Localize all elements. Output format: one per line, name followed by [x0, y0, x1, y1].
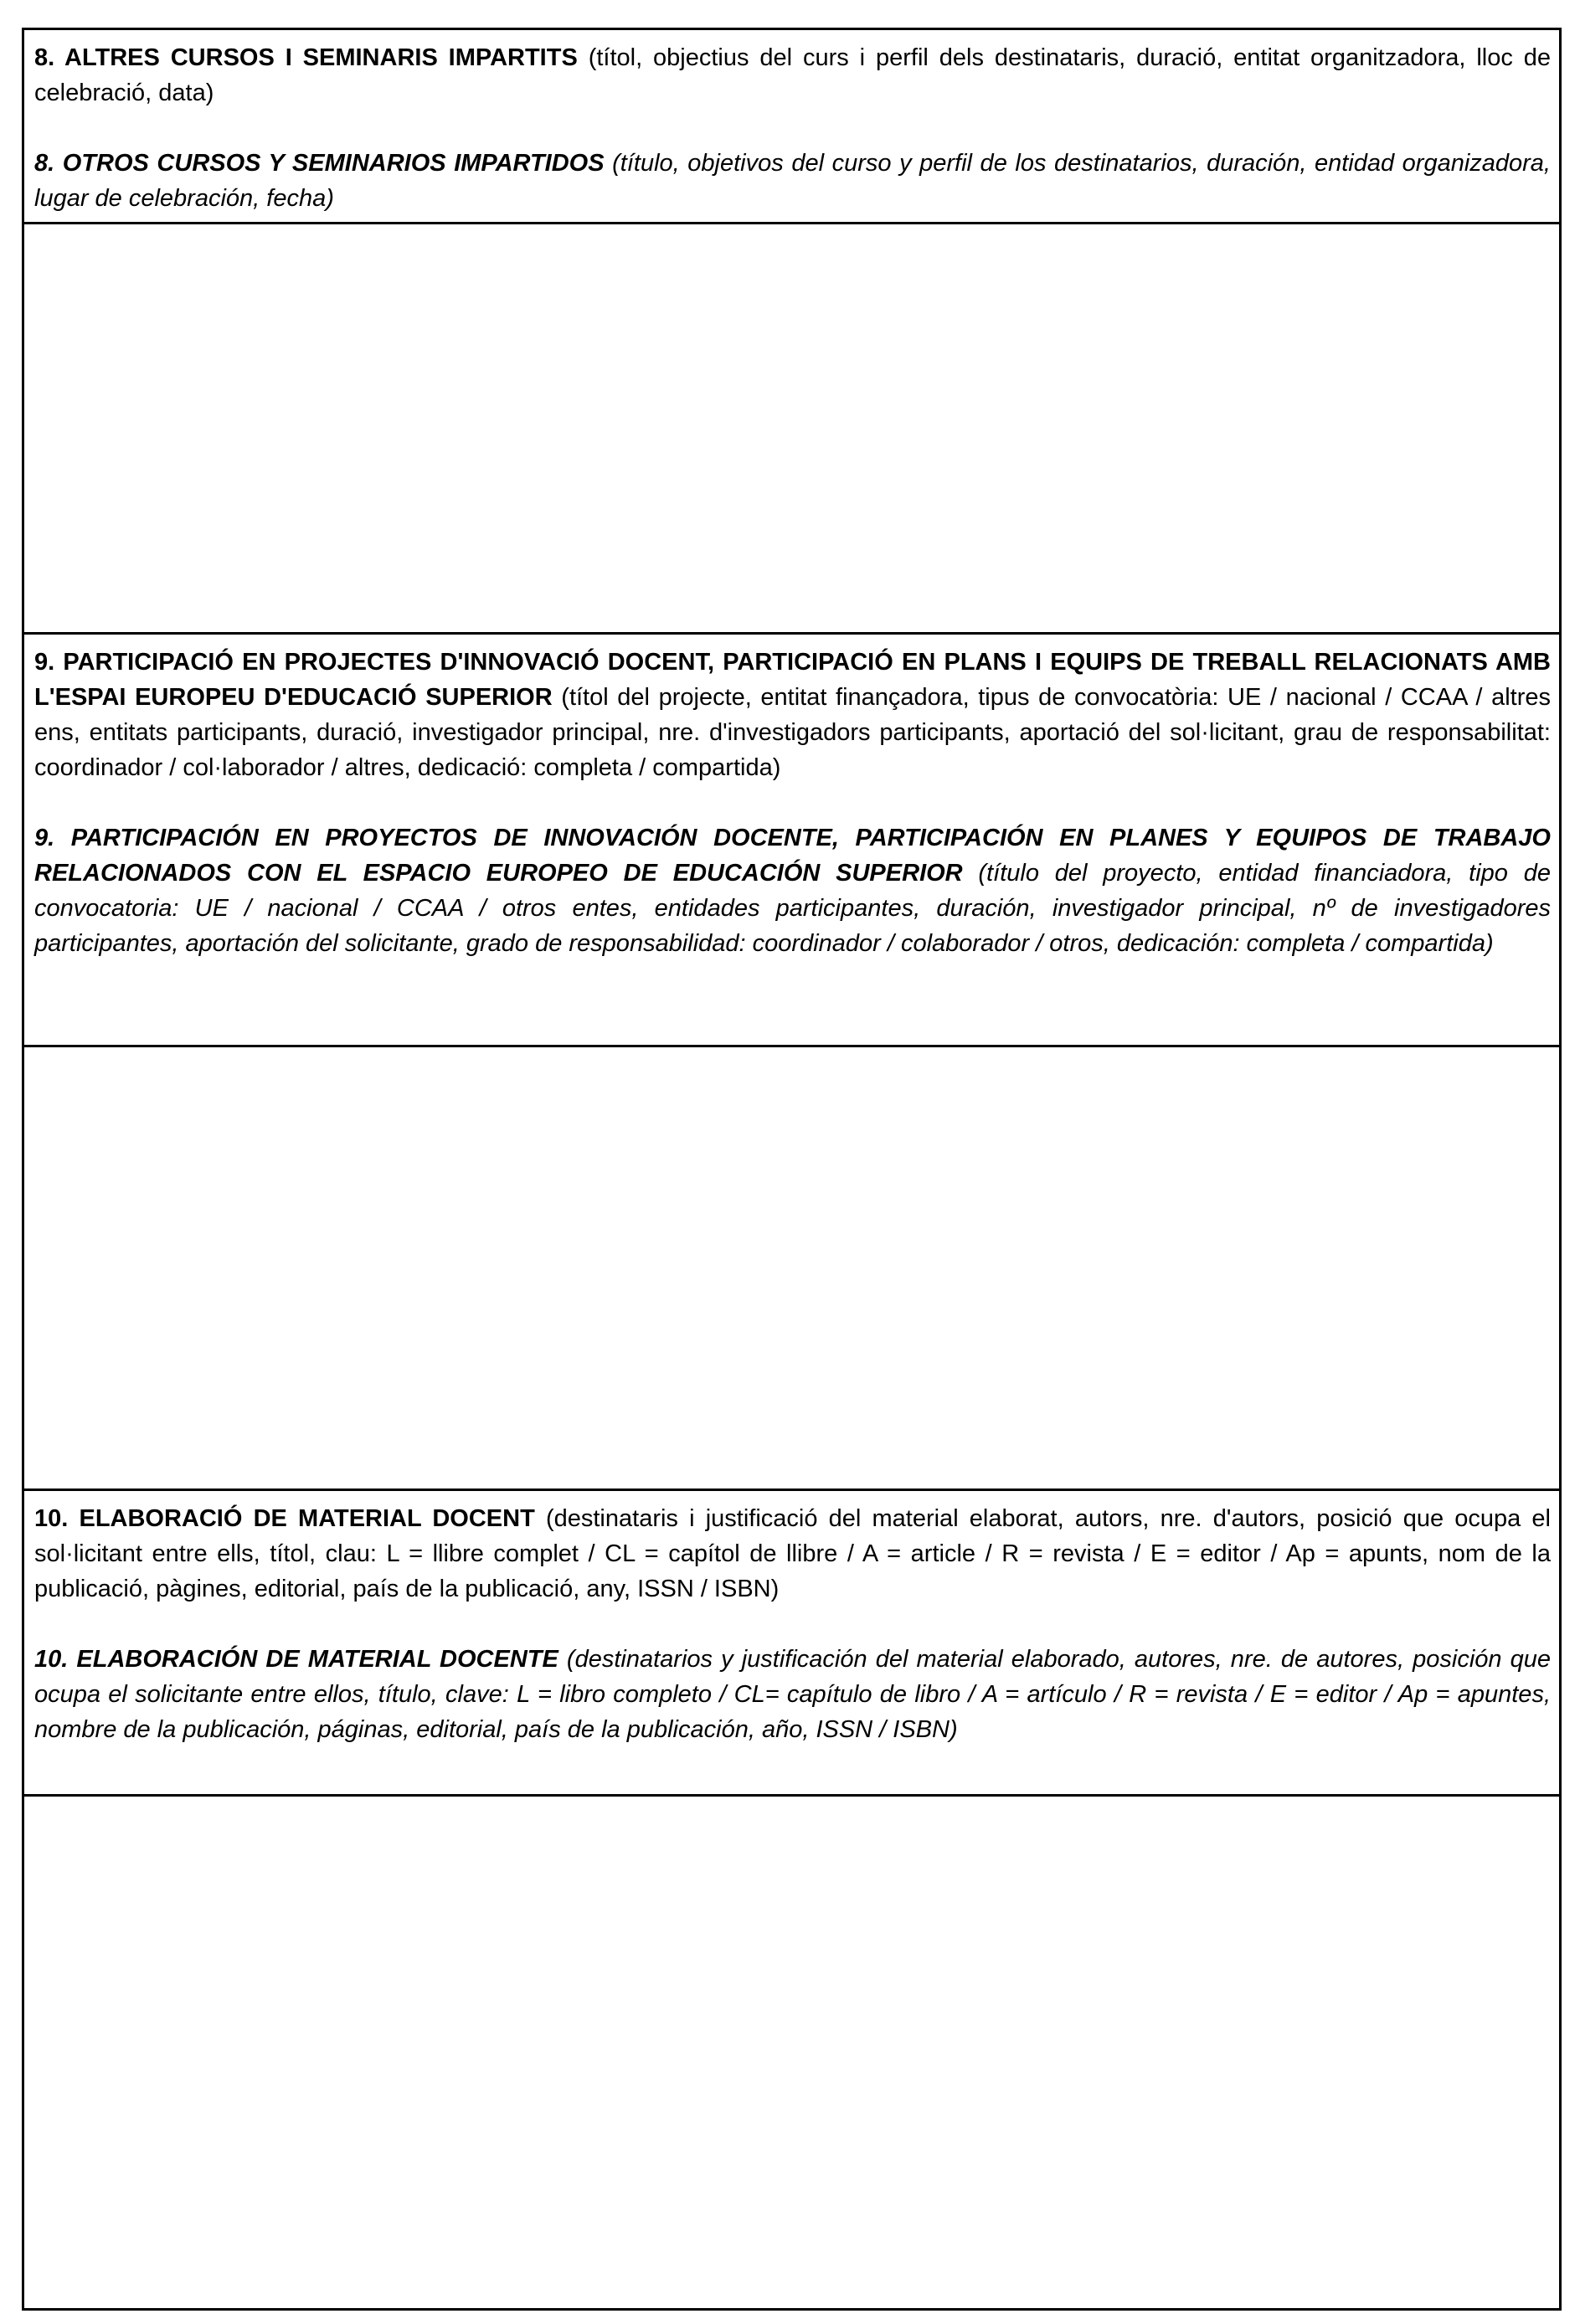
- section-10-entry-area: [24, 1794, 1559, 2308]
- section-8-header: [24, 30, 1559, 222]
- section-10-title-ca: 10. ELABORACIÓ DE MATERIAL DOCENT: [34, 1505, 535, 1532]
- section-8-heading-es: [34, 146, 1551, 216]
- section-9-entry-area: [24, 1045, 1559, 1488]
- section-8-description-ca: (títol, objectius del curs i perfil dels destinataris, duració, entitat organitzadora, lloc de celebració, data): [34, 44, 1551, 106]
- section-9-heading-es: [34, 820, 1551, 961]
- section-9-header: [24, 632, 1559, 1045]
- section-8-heading-ca: [34, 40, 1551, 111]
- section-10-description-ca: (destinataris i justificació del material elaborat, autors, nre. d'autors, posició que ocupa el sol·licitant entre ells, títol, clau: L = llibre complet / CL = capítol de llibre / A = article / R = revista / E = editor / Ap = apunts, nom de la publicació, pàgines, editorial, país de la publicació, any, ISSN / ISBN): [34, 1505, 1551, 1602]
- section-9-title-es: 9. PARTICIPACIÓN EN PROYECTOS DE INNOVACIÓN DOCENTE, PARTICIPACIÓN EN PLANES Y EQUIPOS DE TRABAJO RELACIONADOS CON EL ESPACIO EUROPEO DE EDUCACIÓN SUPERIOR: [34, 825, 1551, 887]
- section-9-description-es: (título del proyecto, entidad financiadora, tipo de convocatoria: UE / nacional / CCAA / otros entes, entidades participantes, duración, investigador principal, nº de investigadores participantes, aportación del solicitante, grado de responsabilidad: coordinador / colaborador / otros, dedicación: completa / compartida): [34, 860, 1551, 957]
- section-9-heading-ca: [34, 645, 1551, 785]
- section-10-header: [24, 1488, 1559, 1794]
- section-10-heading-ca: [34, 1501, 1551, 1607]
- section-10-title-es: 10. ELABORACIÓN DE MATERIAL DOCENTE: [34, 1646, 558, 1673]
- section-10-heading-es: [34, 1642, 1551, 1747]
- section-8-entry-area: [24, 222, 1559, 632]
- section-10-description-es: (destinatarios y justificación del material elaborado, autores, nre. de autores, posición que ocupa el solicitante entre ellos, título, clave: L = libro completo / CL= capítulo de libro / A = artículo / R = revista / E = editor / Ap = apuntes, nombre de la publicación, páginas, editorial, país de la publicación, año, ISSN / ISBN): [34, 1646, 1552, 1743]
- section-9-description-ca: (títol del projecte, entitat finançadora, tipus de convocatòria: UE / nacional / CCAA / altres ens, entitats participants, duració, investigador principal, nre. d'investigadors participants, aportació del sol·licitant, grau de responsabilitat: coordinador / col·laborador / altres, dedicació: completa / compartida): [34, 684, 1551, 781]
- section-8-title-es: 8. OTROS CURSOS Y SEMINARIOS IMPARTIDOS: [34, 150, 605, 177]
- section-8-title-ca: 8. ALTRES CURSOS I SEMINARIS IMPARTITS: [34, 44, 578, 71]
- form-table: [22, 28, 1562, 2311]
- section-8-description-es: (título, objetivos del curso y perfil de los destinatarios, duración, entidad organizadora, lugar de celebración, fecha): [34, 150, 1551, 212]
- section-9-title-ca: 9. PARTICIPACIÓ EN PROJECTES D'INNOVACIÓ DOCENT, PARTICIPACIÓ EN PLANS I EQUIPS DE TREBALL RELACIONATS AMB L'ESPAI EUROPEU D'EDUCACIÓ SUPERIOR: [34, 649, 1551, 711]
